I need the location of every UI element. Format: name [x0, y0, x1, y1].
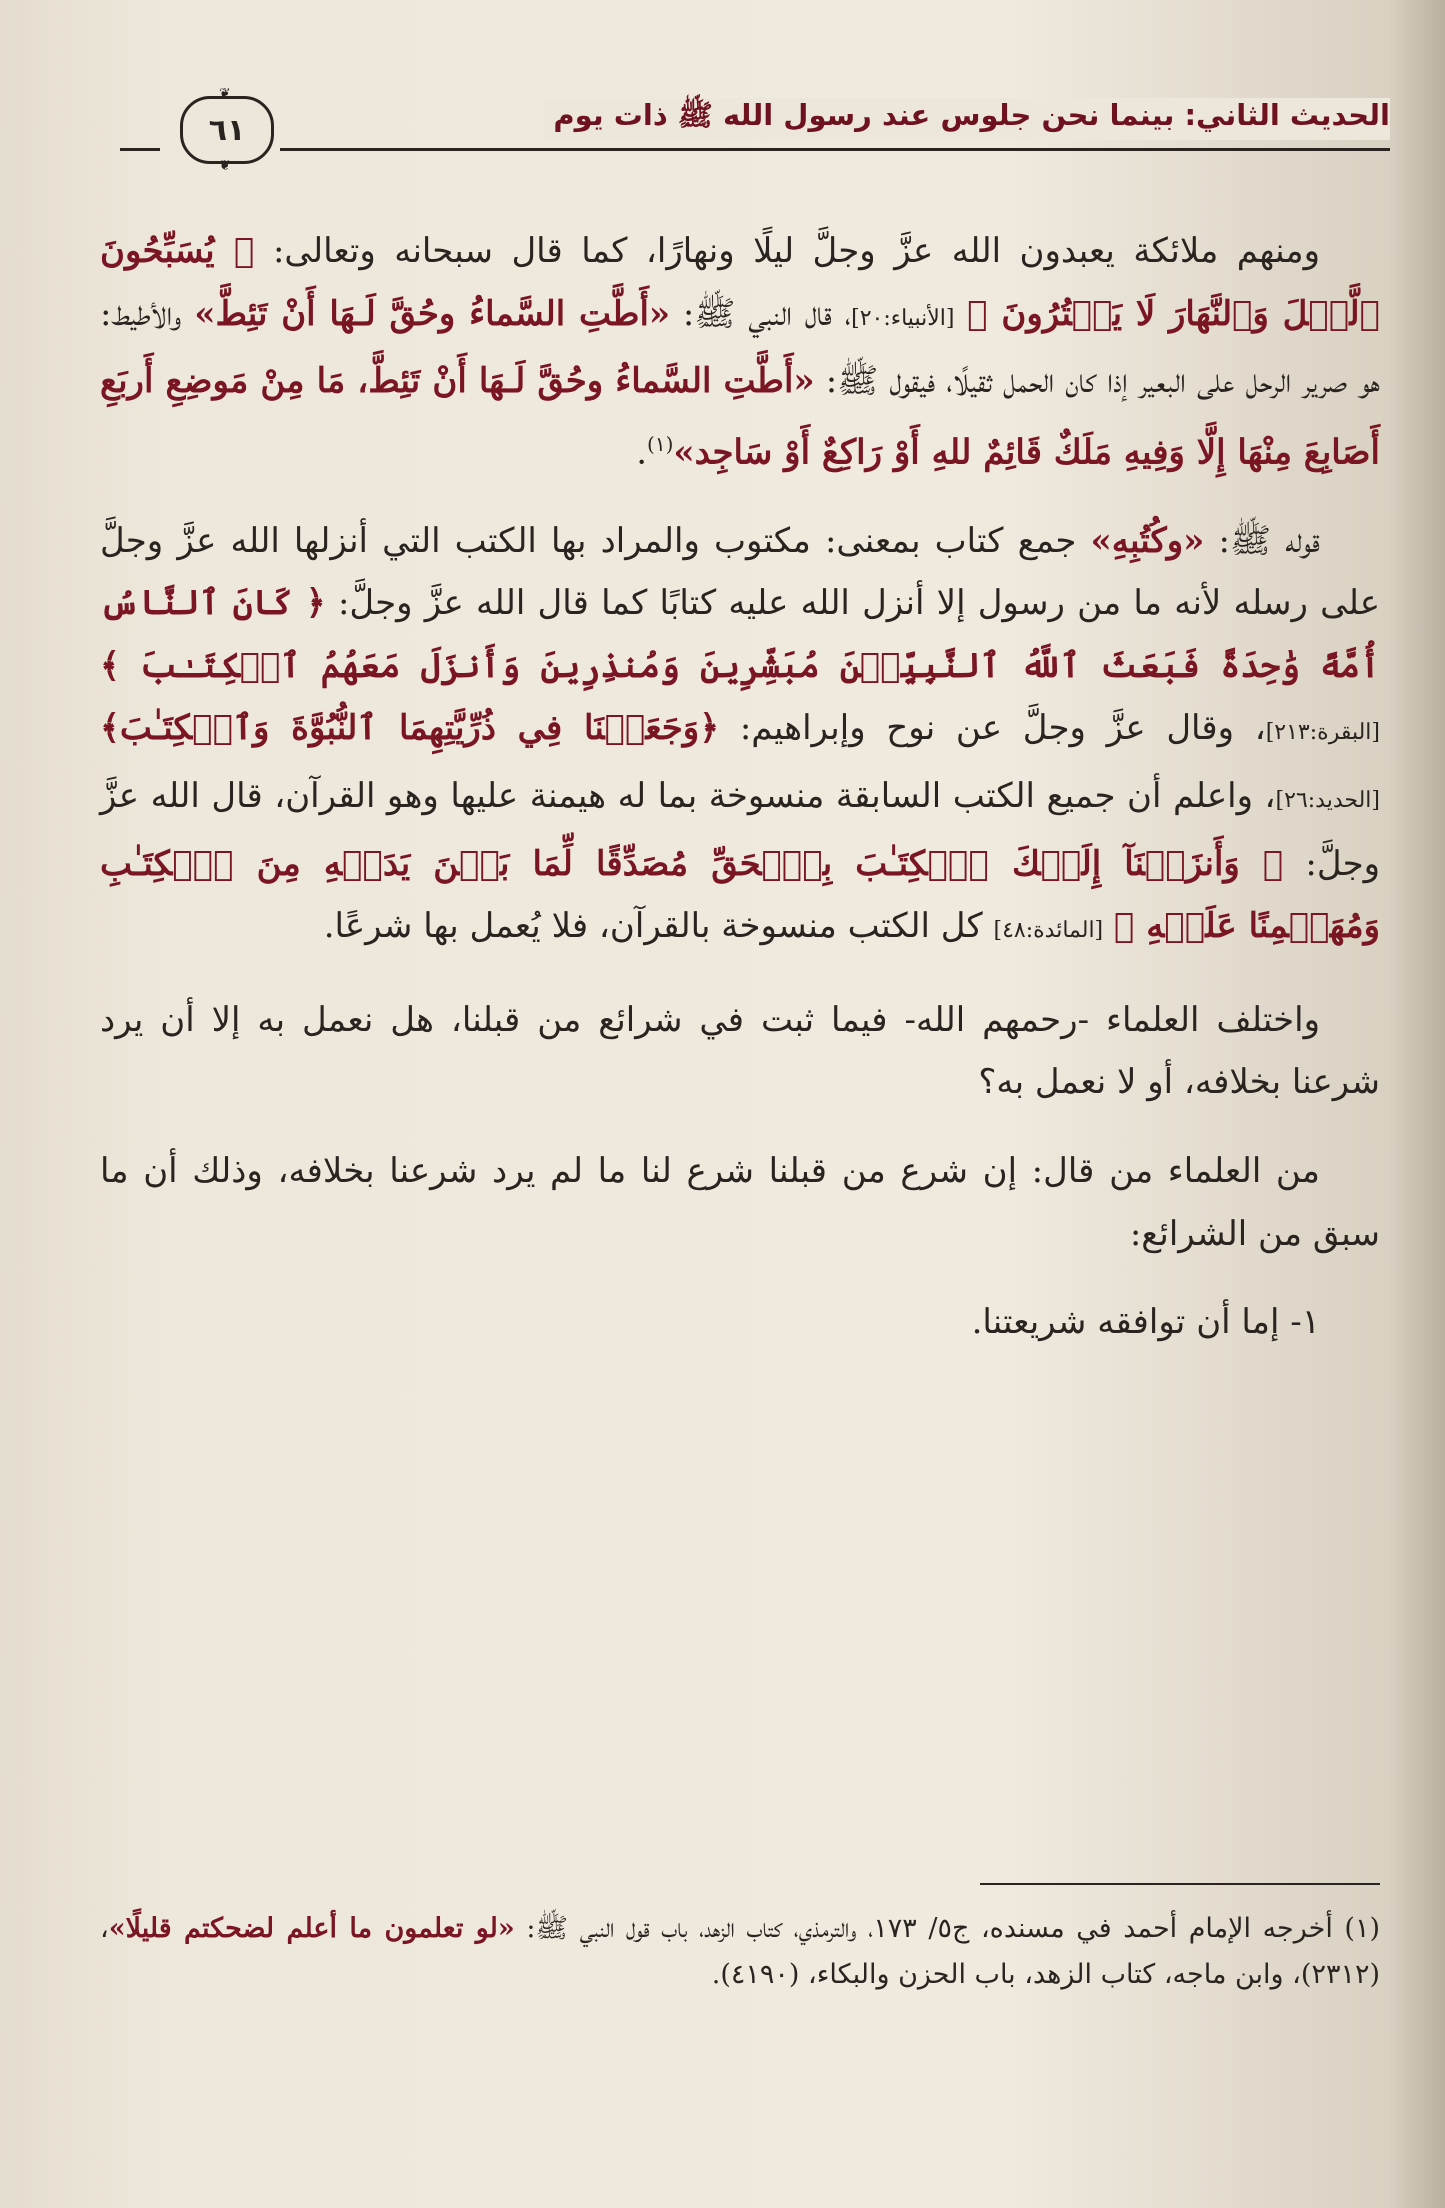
text: .: [636, 432, 647, 473]
paragraph-books: [100, 510, 1380, 963]
hadith-quote: «وكُتُبِهِ»: [1090, 520, 1205, 561]
verse-reference: [البقرة:٢١٣]: [1265, 720, 1380, 746]
hadith-quote: «أَطَّتِ السَّماءُ وحُقَّ لَـهَا أَنْ تَئِطَّ، مَا مِنْ مَوضِعِ أَربَعِ أَصَابِعَ مِنْهَا إِلَّا وَفِيهِ مَلَكٌ قَائِمٌ للهِ أَوْ رَاكِعٌ أَوْ سَاجِد»: [100, 361, 1380, 473]
footnote-separator: [980, 1883, 1380, 1885]
text: ومنهم ملائكة يعبدون الله عزَّ وجلَّ ليلًا ونهارًا، كما قال سبحانه وتعالى:: [272, 231, 1320, 271]
ornament-bottom-icon: ❦: [219, 158, 231, 174]
text: قوله ﷺ:: [1218, 520, 1320, 561]
paragraph-opinion: من العلماء من قال: إن شرع من قبلنا شرع لنا ما لم يرد شرعنا بخلافه، وذلك أن ما سبق من الشرائع:: [100, 1151, 1380, 1254]
list-item: ١- إما أن توافقه شريعتنا.: [971, 1302, 1320, 1343]
footnote: [100, 1906, 1380, 1998]
footnote-marker[interactable]: (١): [647, 431, 674, 456]
verse-reference: [الحديد:٢٦]: [1275, 788, 1380, 814]
page-number-badge: [180, 86, 274, 174]
main-text: [100, 220, 1380, 1380]
footnote-text: ، (٢٣١٢)، وابن ماجه، كتاب الزهد، باب الحزن والبكاء، (٤١٩٠).: [100, 1913, 1380, 1990]
running-header: [120, 86, 1390, 174]
verse-reference: [المائدة:٤٨]: [993, 918, 1104, 944]
footnote-number: (١): [1344, 1913, 1381, 1944]
ornament-top-icon: ❦: [219, 86, 231, 102]
text: ، واعلم أن جميع الكتب السابقة منسوخة بما له هيمنة عليها وهو القرآن، قال الله عزَّ وجلَّ:: [100, 776, 1380, 884]
footnote-text: أخرجه الإمام أحمد في مسنده، ج٥/ ١٧٣، والترمذي، كتاب الزهد، باب قول النبي ﷺ:: [526, 1913, 1333, 1944]
hadith-quote: «أَطَّتِ السَّماءُ وحُقَّ لَـهَا أَنْ تَئِطَّ»: [194, 293, 671, 334]
text: كل الكتب منسوخة بالقرآن، فلا يُعمل بها شرعًا.: [323, 906, 983, 947]
quran-verse: ﴿ يُسَبِّحُونَ ٱلَّيۡلَ وَٱلنَّهَارَ لَا يَفۡتُرُونَ ﴾: [100, 231, 1380, 334]
text: جمع كتاب بمعنى: مكتوب والمراد بها الكتب التي أنزلها الله عزَّ وجلَّ على رسله لأنه ما من رسول إلا أنزل الله عليه كتابًا كما قال الله عزَّ وجلَّ:: [100, 520, 1380, 624]
quran-verse: ﴿وَجَعَلۡنَا فِي ذُرِّيَّتِهِمَا ٱلنُّبُوَّةَ وَٱلۡكِتَـٰبَ﴾: [100, 708, 720, 749]
paragraph-angels: [100, 220, 1380, 484]
text: ، قال النبي ﷺ:: [682, 293, 852, 334]
footnote-hadith: «لو تعلمون ما أعلم لضحكتم قليلًا»: [108, 1913, 515, 1944]
header-rule: [280, 148, 1390, 151]
text: ، وقال عزَّ وجلَّ عن نوح وإبراهيم:: [739, 708, 1266, 749]
header-rule-left: [120, 148, 160, 151]
verse-reference: [الأنبياء:٢٠]: [851, 305, 955, 331]
text: والأطيط: هو صرير الرحل على البعير إذا كان الحمل ثقيلًا، فيقول ﷺ:: [100, 293, 1380, 402]
quran-verse: ﴿ وَأَنزَلۡنَآ إِلَيۡكَ ٱلۡكِتَـٰبَ بِٱلۡحَقِّ مُصَدِّقًا لِّمَا بَيۡنَ يَدَيۡهِ مِنَ ٱلۡكِتَـٰبِ وَمُهَيۡمِنًا عَلَيۡهِ ﴾: [100, 843, 1380, 947]
page-number: ٦١: [208, 112, 246, 148]
paragraph-disagreement: واختلف العلماء -رحمهم الله- فيما ثبت في شرائع من قبلنا، هل نعمل به إلا أن يرد شرعنا بخلافه، أو لا نعمل به؟: [100, 999, 1380, 1103]
quran-verse: ﴿ كَانَ ٱلنَّاسُ أُمَّةً وَٰحِدَةً فَبَعَثَ ٱللَّهُ ٱلنَّبِيِّـۧنَ مُبَشِّرِينَ وَمُنذِرِينَ وَأَنزَلَ مَعَهُمُ ٱلۡكِتَـٰبَ ﴾: [100, 583, 1380, 686]
header-title: الحديث الثاني: بينما نحن جلوس عند رسول الله ﷺ ذات يوم: [543, 98, 1390, 140]
